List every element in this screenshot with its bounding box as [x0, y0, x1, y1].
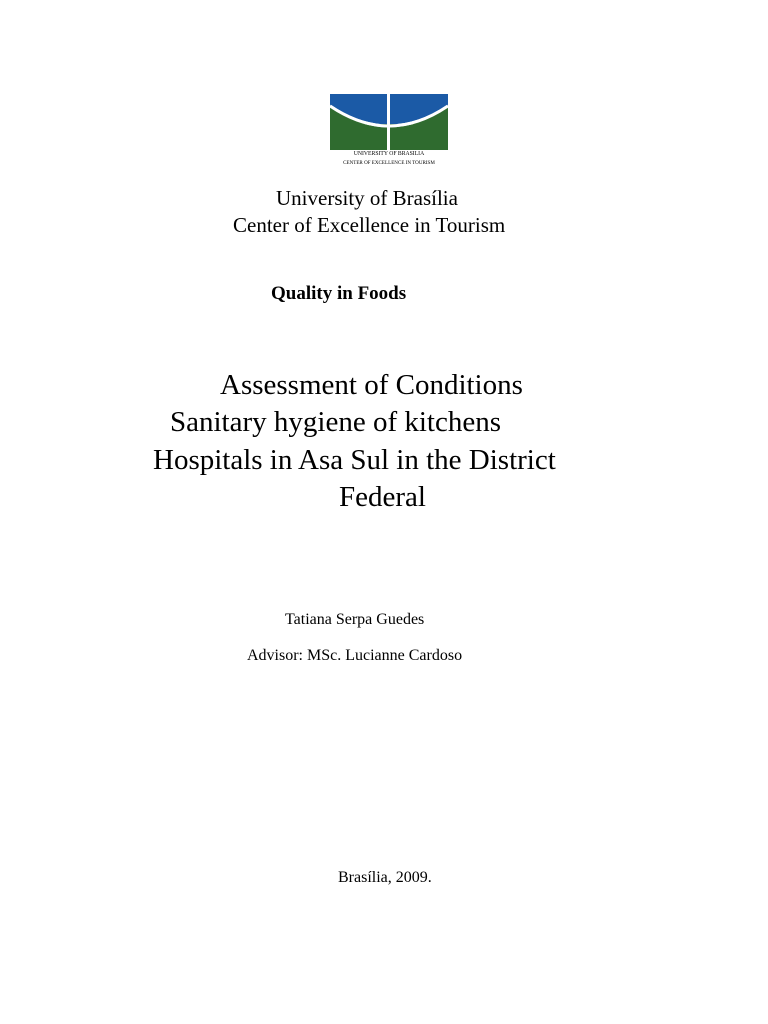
center-name: Center of Excellence in Tourism: [233, 213, 506, 237]
title-line: Sanitary hygiene of kitchens: [170, 406, 501, 438]
course-name: Quality in Foods: [271, 283, 407, 304]
title-line: Federal: [339, 481, 426, 513]
university-logo: [306, 92, 472, 172]
university-name: University of Brasília: [276, 186, 458, 210]
place-date: Brasília, 2009.: [338, 869, 432, 886]
author-name: Tatiana Serpa Guedes: [285, 611, 425, 628]
unb-logo-icon: [330, 94, 448, 150]
advisor-name: Advisor: MSc. Lucianne Cardoso: [247, 647, 463, 664]
title-line: Assessment of Conditions: [220, 369, 523, 401]
logo-caption-line2: CENTER OF EXCELLENCE IN TOURISM: [343, 160, 435, 166]
logo-caption-line1: UNIVERSITY OF BRASILIA: [353, 151, 425, 157]
title-line: Hospitals in Asa Sul in the District: [153, 444, 556, 476]
